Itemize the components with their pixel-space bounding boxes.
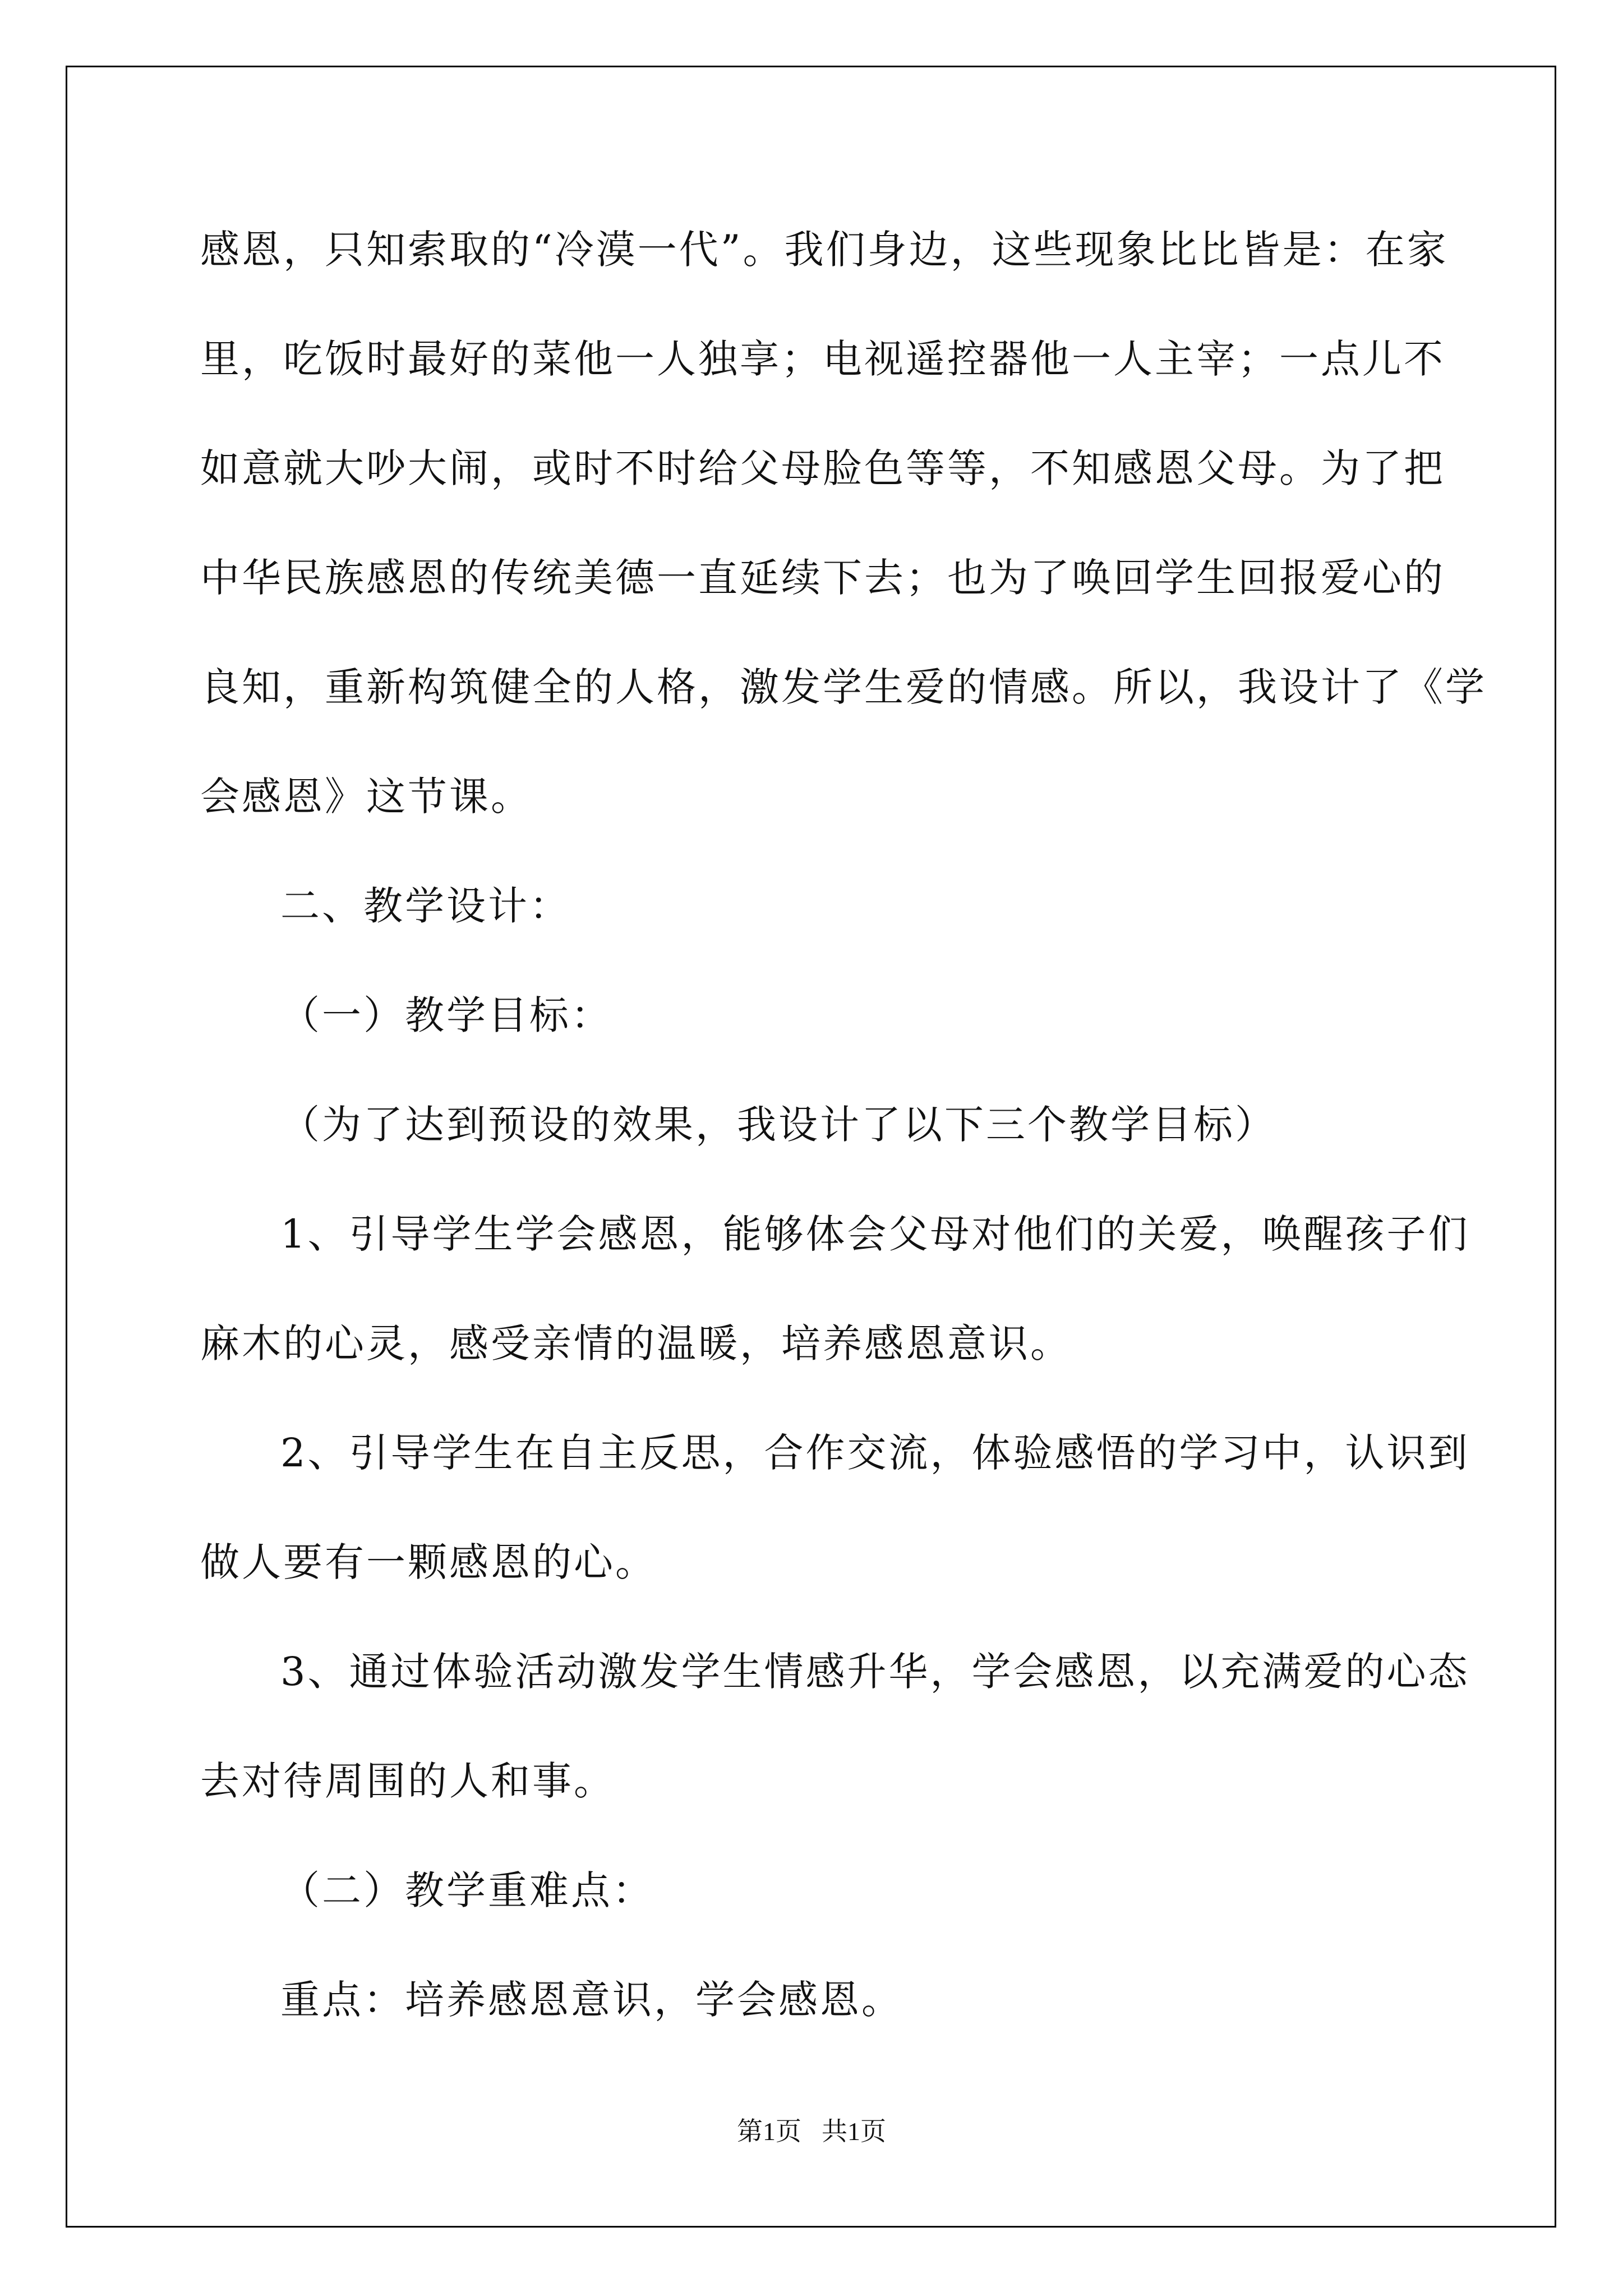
text-line: 良知，重新构筑健全的人格，激发学生爱的情感。所以，我设计了《学 (200, 664, 1487, 710)
text-line: 做人要有一颗感恩的心。 (200, 1539, 657, 1585)
page-number: 第1页 (737, 2117, 801, 2146)
subsection-heading: （一）教学目标： (280, 992, 612, 1038)
text-line: 感恩，只知索取的“冷漠一代”。我们身边，这些现象比比皆是：在家 (200, 227, 1449, 273)
text-line: （为了达到预设的效果，我设计了以下三个教学目标） (280, 1102, 1276, 1148)
subsection-heading: （二）教学重难点： (280, 1867, 654, 1913)
list-item: 1、引导学生学会感恩，能够体会父母对他们的关爱，唤醒孩子们 (280, 1211, 1470, 1257)
text-line: 去对待周围的人和事。 (200, 1758, 615, 1804)
text-line: 如意就大吵大闹，或时不时给父母脸色等等，不知感恩父母。为了把 (200, 445, 1445, 491)
page-total: 共1页 (822, 2117, 886, 2146)
page-footer (0, 2115, 1623, 2148)
section-heading: 二、教学设计： (280, 883, 571, 929)
text-line: 中华民族感恩的传统美德一直延续下去；也为了唤回学生回报爱心的 (200, 555, 1445, 601)
text-line: 会感恩》这节课。 (200, 774, 532, 820)
text-line: 里，吃饭时最好的菜他一人独享；电视遥控器他一人主宰；一点儿不 (200, 336, 1445, 382)
list-item: 3、通过体验活动激发学生情感升华，学会感恩，以充满爱的心态 (280, 1649, 1470, 1695)
list-item: 2、引导学生在自主反思，合作交流，体验感悟的学习中，认识到 (280, 1430, 1470, 1476)
text-line: 麻木的心灵，感受亲情的温暖，培养感恩意识。 (200, 1320, 1072, 1366)
text-line: 重点：培养感恩意识，学会感恩。 (280, 1977, 903, 2023)
